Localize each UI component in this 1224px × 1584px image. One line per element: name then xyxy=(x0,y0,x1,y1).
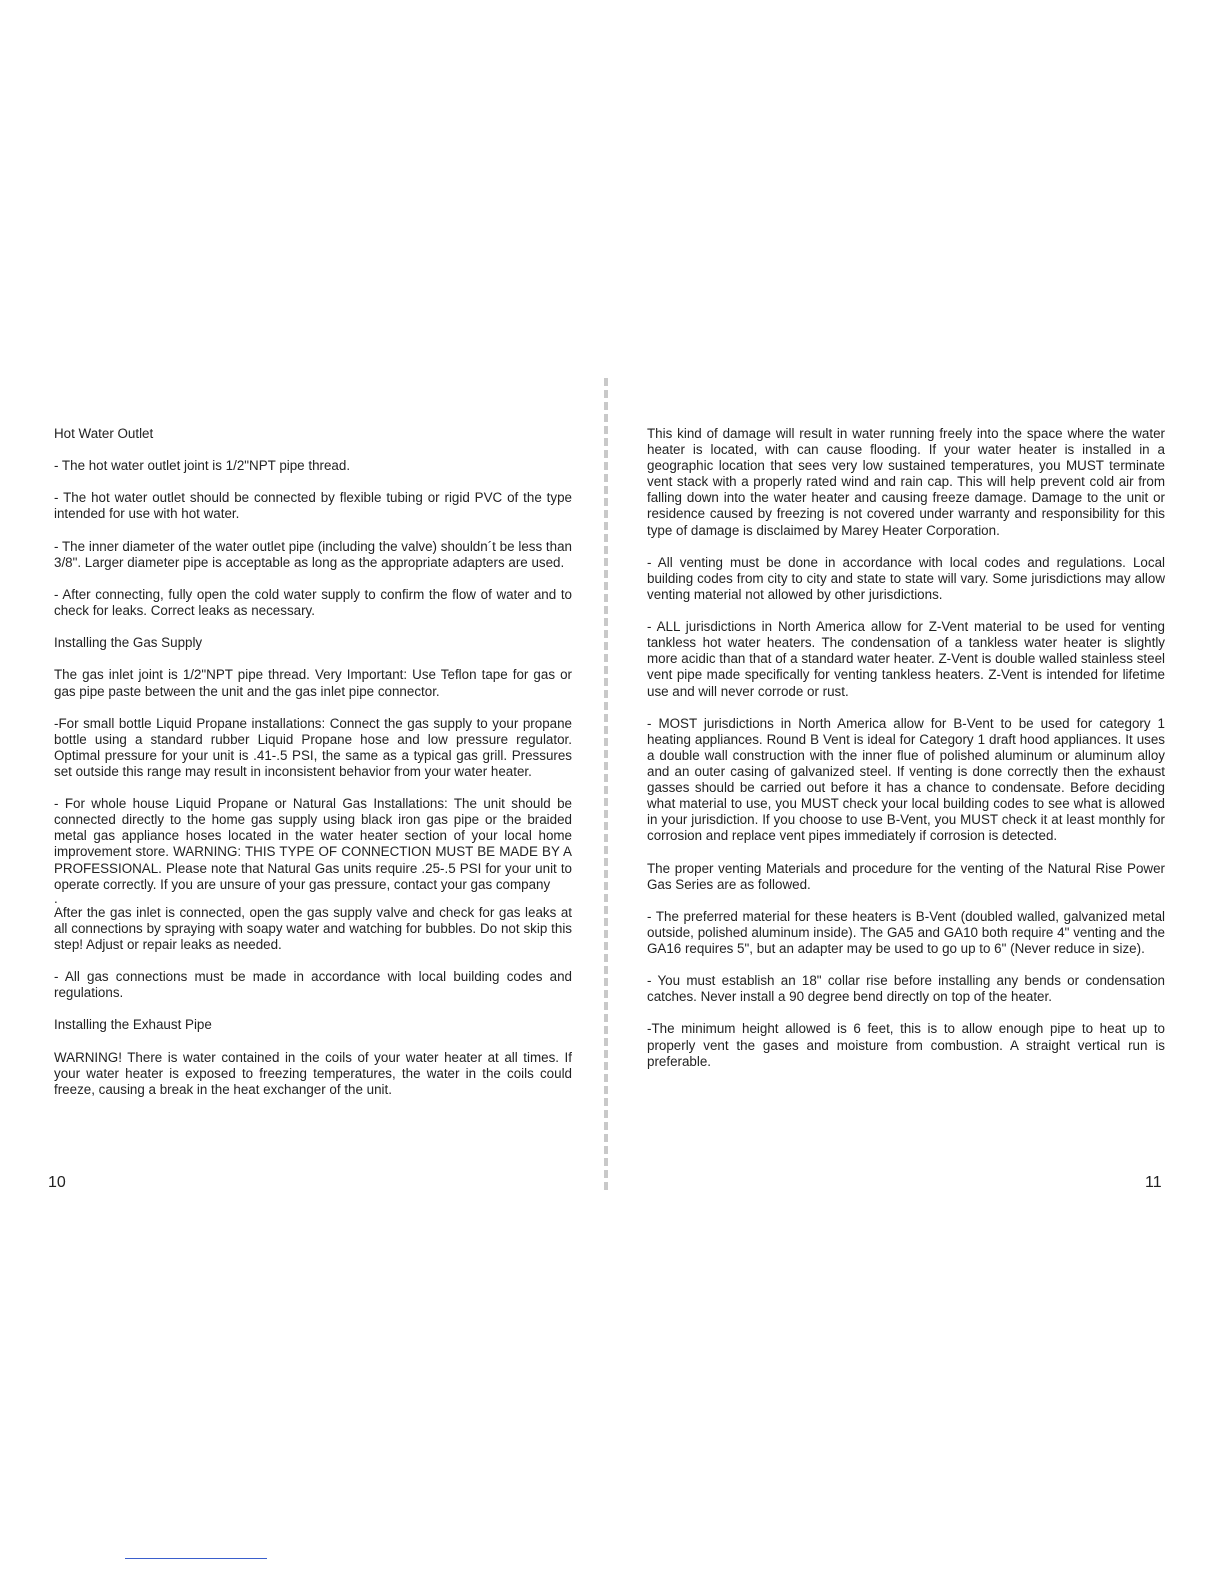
paragraph: -For small bottle Liquid Propane installations: Connect the gas supply to your propane bottle using a standard rubber Liquid Propane hose and low pressure regulator. Optimal pressure for your unit is .41-.5 PSI, the same as a typical gas grill. Pressures set outside this range may result in inconsistent behavior from your water heater. xyxy=(54,715,572,779)
paragraph: The gas inlet joint is 1/2"NPT pipe thread. Very Important: Use Teflon tape for gas or gas pipe paste between the unit and the gas inlet pipe connector. xyxy=(54,667,572,699)
paragraph: This kind of damage will result in water running freely into the space where the water heater is located, with can cause flooding. If your water heater is installed in a geographic location that sees very low sustained temperatures, you MUST terminate vent stack with a properly rated wind and rain cap. This will help prevent cold air from falling down into the water heater and causing freeze damage. Damage to the unit or residence caused by freezing is not covered under warranty and responsibility for this type of damage is disclaimed by Marey Heater Corporation. xyxy=(647,426,1165,538)
paragraph: - The hot water outlet should be connected by flexible tubing or rigid PVC of the type intended for use with hot water. xyxy=(54,490,572,522)
paragraph: - ALL jurisdictions in North America allow for Z-Vent material to be used for venting tankless hot water heaters. The condensation of a tankless water heater is slightly more acidic than that of a standard water heater. Z-Vent is double walled stainless steel vent pipe made specifically for venting tankless heaters. Z-Vent is intended for lifetime use and will never corrode or rust. xyxy=(647,619,1165,699)
page-number-right: 11 xyxy=(1145,1174,1162,1191)
paragraph: - All gas connections must be made in accordance with local building codes and regulations. xyxy=(54,969,572,1001)
paragraph: - The inner diameter of the water outlet pipe (including the valve) shouldn´t be less than 3/8". Larger diameter pipe is acceptable as long as the appropriate adapters are used. xyxy=(54,538,572,570)
paragraph: - You must establish an 18" collar rise before installing any bends or condensation catches. Never install a 90 degree bend directly on top of the heater. xyxy=(647,973,1165,1005)
page-number-left: 10 xyxy=(48,1174,66,1191)
paragraph: The proper venting Materials and procedure for the venting of the Natural Rise Power Gas Series are as followed. xyxy=(647,860,1165,892)
section-heading-hot-water-outlet: Hot Water Outlet xyxy=(54,426,154,441)
paragraph: WARNING! There is water contained in the coils of your water heater at all times. If your water heater is exposed to freezing temperatures, the water in the coils could freeze, causing a break in the heat exchanger of the unit. xyxy=(54,1049,572,1097)
paragraph: - After connecting, fully open the cold water supply to confirm the flow of water and to check for leaks. Correct leaks as necessary. xyxy=(54,586,572,619)
paragraph: - MOST jurisdictions in North America allow for B-Vent to be used for category 1 heating appliances. Round B Vent is ideal for Category 1 draft hood appliances. It uses a double wall construction with the inner flue of polished aluminum or aluminum alloy and an outer casing of galvanized steel. If venting is done correctly then the exhaust gasses should be carried out before it has a chance to condensate. Before deciding what material to use, you MUST check your local building codes to see what is allowed in your jurisdiction. If you choose to use B-Vent, you MUST check it at least monthly for corrosion and replace vent pipes immediately if corrosion is detected. xyxy=(647,715,1165,844)
paragraph: - The preferred material for these heaters is B-Vent (doubled walled, galvanized metal outside, polished aluminum inside). The GA5 and GA10 both require 4" venting and the GA16 requires 5", but an adapter may be used to go up to 6" (Never reduce in size). xyxy=(647,908,1165,956)
section-heading-gas-supply: Installing the Gas Supply xyxy=(54,635,203,651)
right-page-text xyxy=(647,426,1165,1086)
bottom-rule xyxy=(125,1558,267,1559)
stray-period: . xyxy=(54,890,58,906)
section-heading-exhaust-pipe: Installing the Exhaust Pipe xyxy=(54,1017,212,1033)
page-divider xyxy=(604,378,608,1190)
paragraph: - For whole house Liquid Propane or Natural Gas Installations: The unit should be connected directly to the home gas supply using black iron gas pipe or the braided metal gas appliance hoses located in the water heater section of your local home improvement store. WARNING: THIS TYPE OF CONNECTION MUST BE MADE BY A PROFESSIONAL. Please note that Natural Gas units require .25-.5 PSI for your unit to operate correctly. If you are unsure of your gas pressure, contact your gas company xyxy=(54,796,572,892)
left-page-text xyxy=(54,426,572,1114)
paragraph: - The hot water outlet joint is 1/2"NPT pipe thread. xyxy=(54,458,351,474)
paragraph: -The minimum height allowed is 6 feet, this is to allow enough pipe to heat up to properly vent the gases and moisture from combustion. A straight vertical run is preferable. xyxy=(647,1021,1165,1069)
paragraph: After the gas inlet is connected, open the gas supply valve and check for gas leaks at all connections by spraying with soapy water and watching for bubbles. Do not skip this step! Adjust or repair leaks as needed. xyxy=(54,904,572,952)
paragraph: - All venting must be done in accordance with local codes and regulations. Local building codes from city to city and state to state will vary. Some jurisdictions may allow venting material not allowed by other jurisdictions. xyxy=(647,554,1165,602)
